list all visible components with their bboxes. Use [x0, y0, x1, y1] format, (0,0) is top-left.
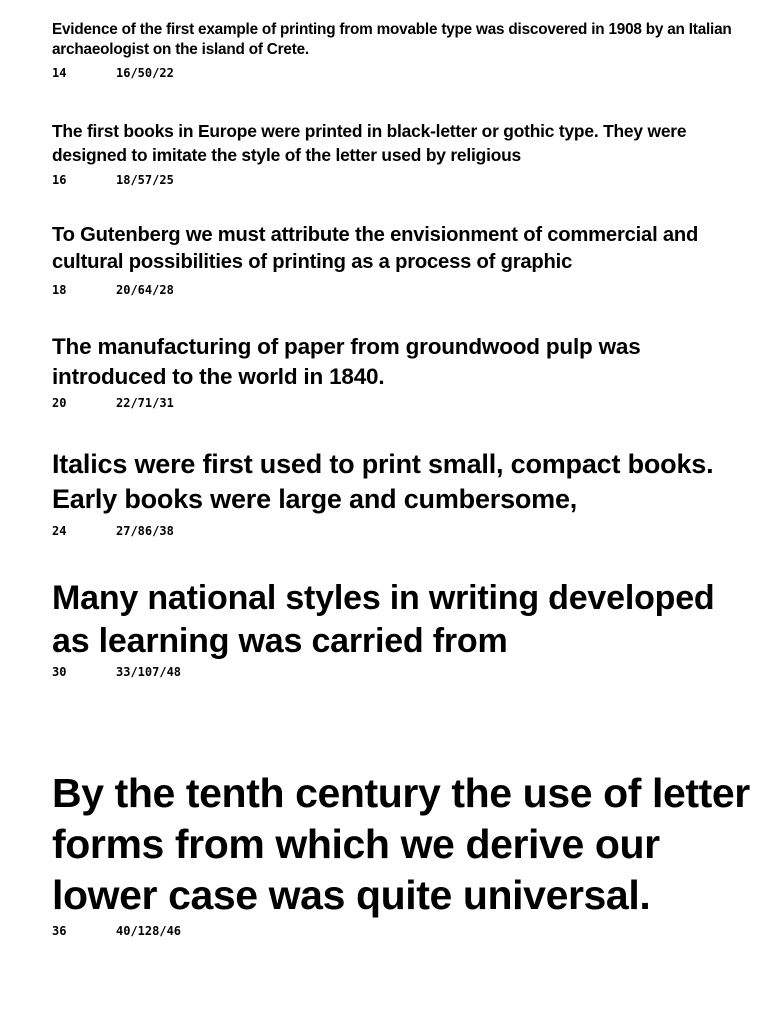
point-size-label: 20	[52, 396, 67, 410]
leading-spec-label: 16/50/22	[116, 66, 174, 80]
specimen-sample-text: To Gutenberg we must attribute the envisionment of commercial and cultural possibilities of printing as a process of graphic	[52, 224, 699, 273]
specimen-meta	[52, 524, 752, 538]
leading-spec-label: 27/86/38	[116, 524, 174, 538]
specimen-meta	[52, 665, 752, 679]
specimen-block-16	[52, 119, 752, 187]
leading-spec-label: 33/107/48	[116, 665, 182, 679]
specimen-meta	[52, 283, 752, 297]
point-size-label: 18	[52, 283, 67, 297]
point-size-label: 30	[52, 665, 67, 679]
specimen-sample-text: Many national styles in writing developed as learning was carried from	[52, 579, 715, 660]
leading-spec-label: 18/57/25	[116, 173, 174, 187]
specimen-block-36	[52, 768, 752, 938]
specimen-sample-text: The manufacturing of paper from groundwood pulp was introduced to the world in 1840.	[52, 334, 641, 389]
specimen-meta	[52, 396, 752, 410]
specimen-block-14	[52, 20, 752, 80]
specimen-block-24	[52, 447, 752, 538]
specimen-sample-text: The first books in Europe were printed in black-letter or gothic type. They were designed to imitate the style of the letter used by religious	[52, 121, 687, 165]
leading-spec-label: 40/128/46	[116, 924, 182, 938]
specimen-meta	[52, 66, 752, 80]
point-size-label: 14	[52, 66, 67, 80]
specimen-block-20	[52, 332, 752, 410]
specimen-meta	[52, 924, 752, 938]
leading-spec-label: 22/71/31	[116, 396, 174, 410]
specimen-block-18	[52, 222, 752, 297]
specimen-sample-text: By the tenth century the use of letter forms from which we derive our lower case was quite universal.	[52, 770, 750, 918]
specimen-meta	[52, 173, 752, 187]
point-size-label: 16	[52, 173, 67, 187]
leading-spec-label: 20/64/28	[116, 283, 174, 297]
specimen-sample-text: Italics were first used to print small, compact books. Early books were large and cumbersome,	[52, 449, 714, 514]
point-size-label: 24	[52, 524, 67, 538]
specimen-sample-text: Evidence of the first example of printing from movable type was discovered in 1908 by an Italian archaeologist on the island of Crete.	[52, 21, 732, 58]
point-size-label: 36	[52, 924, 67, 938]
specimen-block-30	[52, 577, 752, 679]
